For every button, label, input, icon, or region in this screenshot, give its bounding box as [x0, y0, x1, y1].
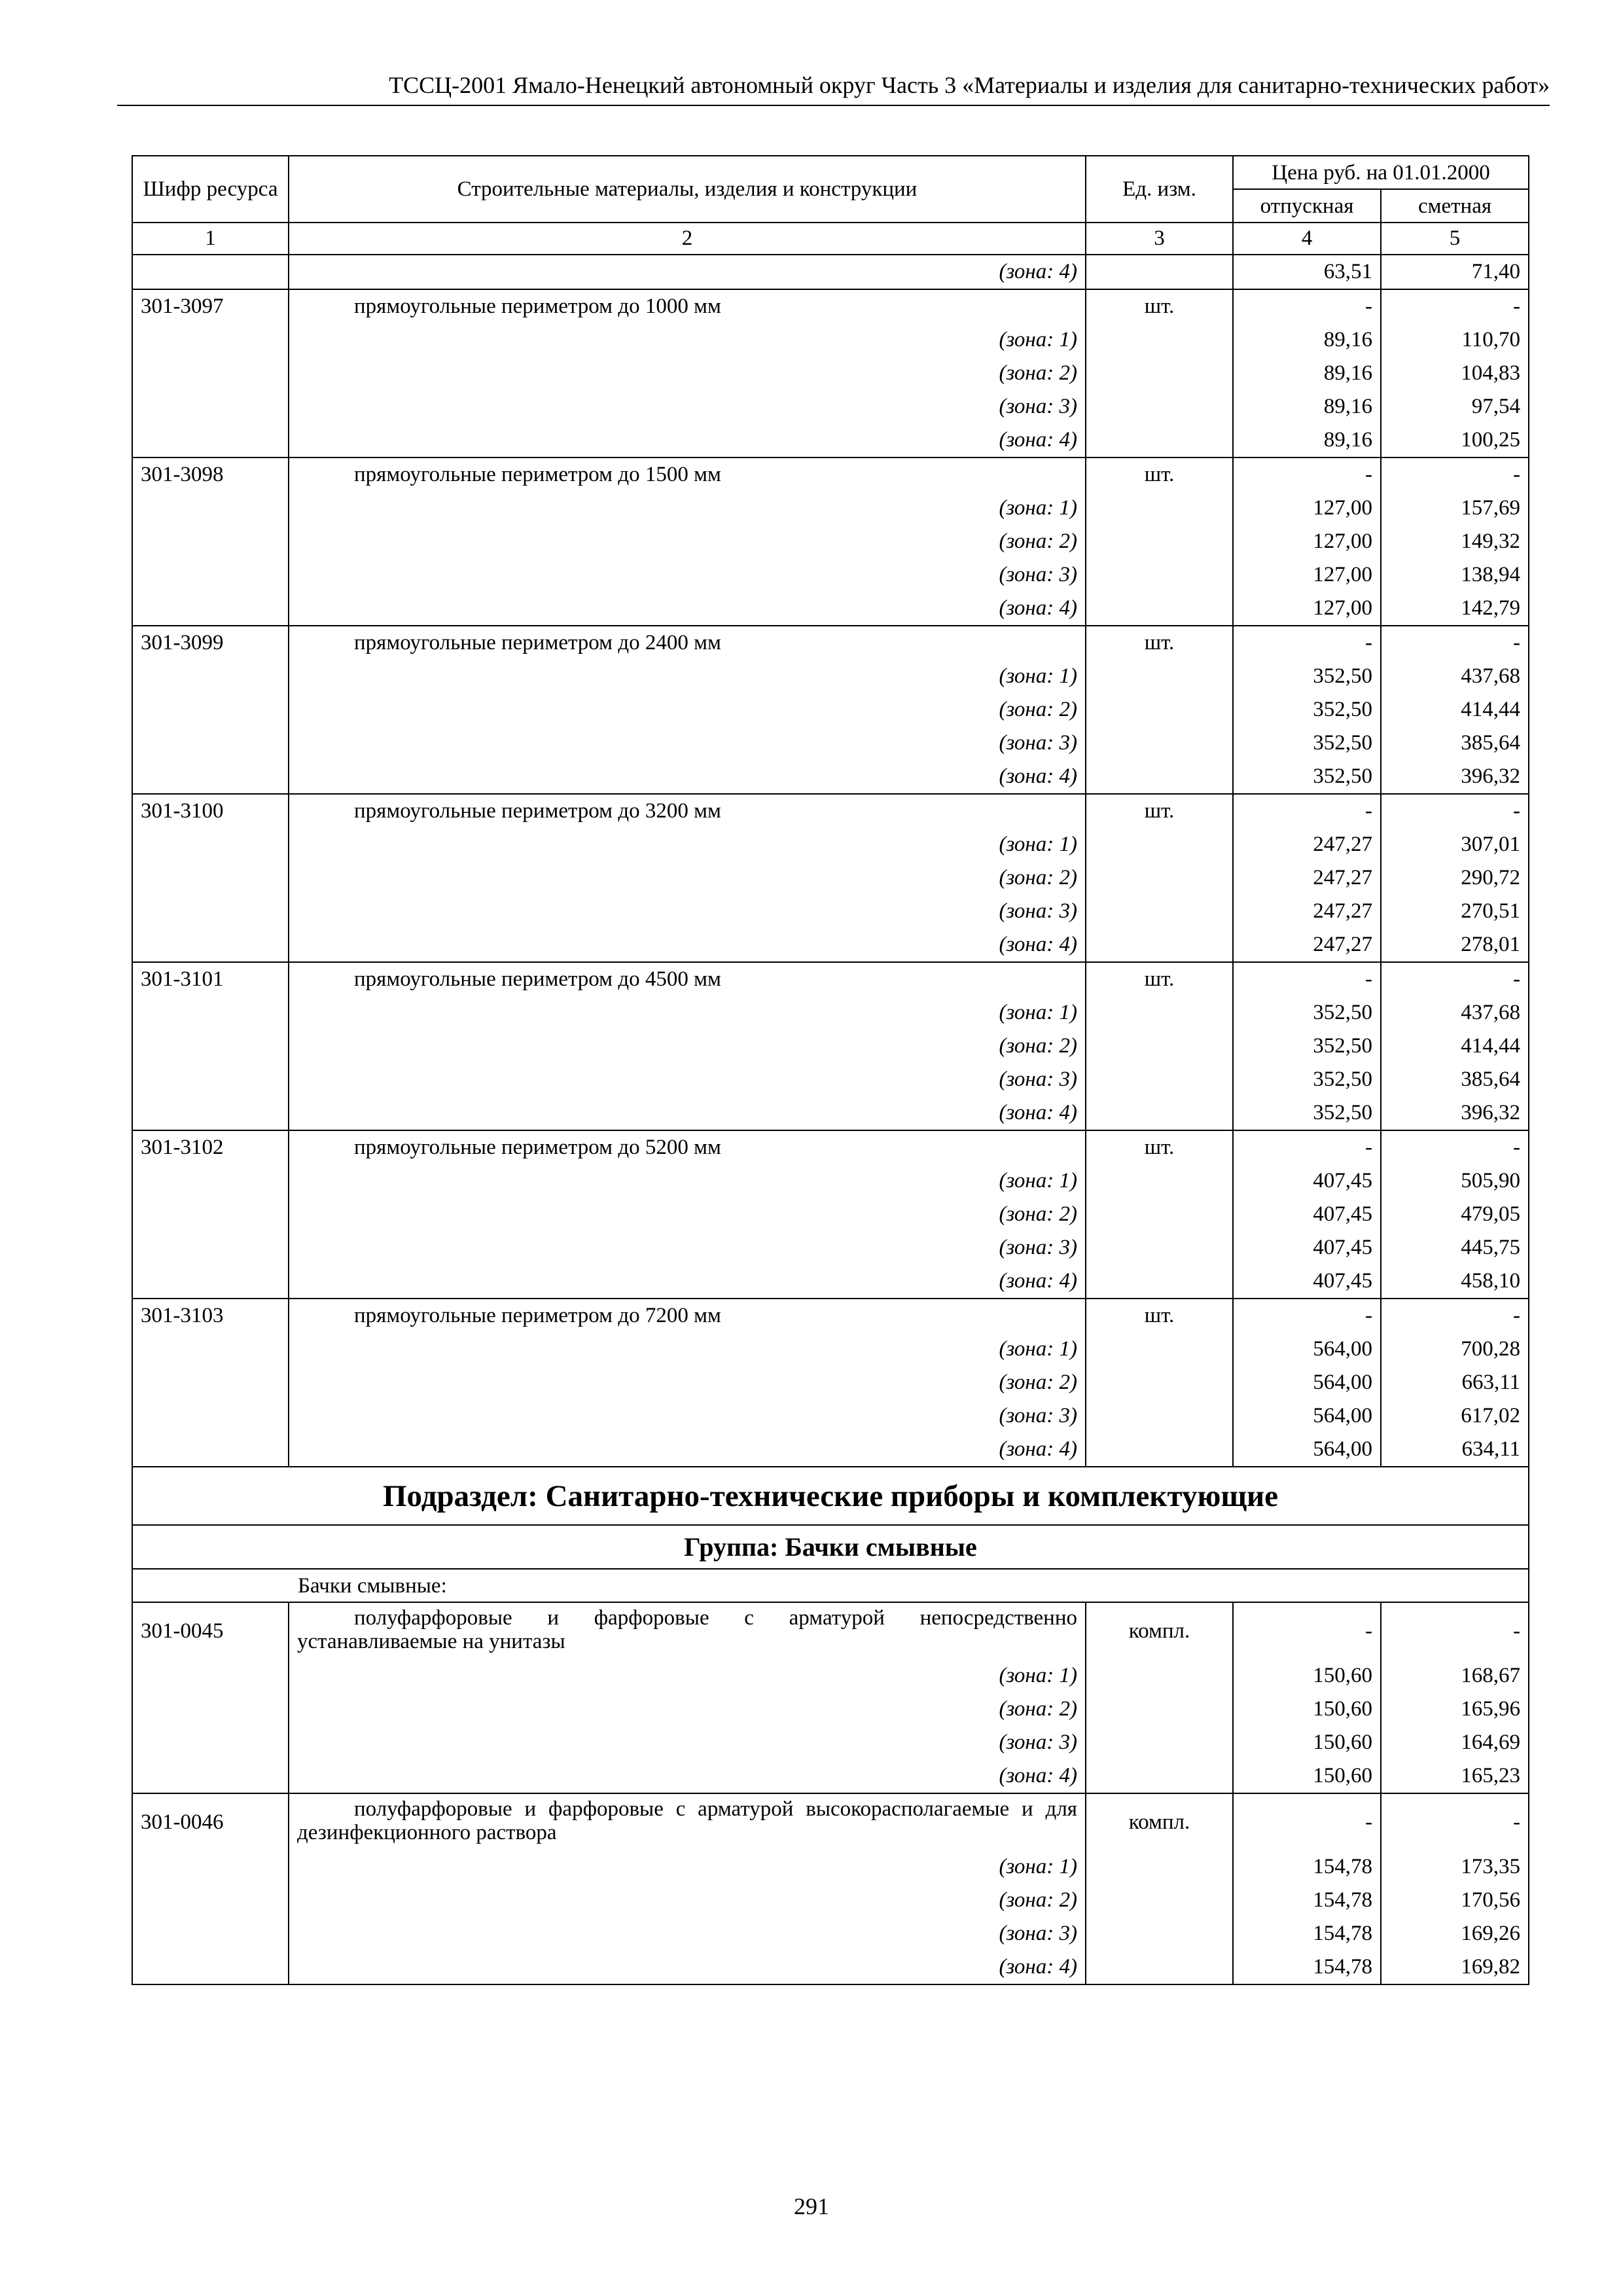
zone-label: (зона: 4): [289, 760, 1086, 794]
table-row: [132, 1299, 1529, 1333]
resource-code: 301-3099: [132, 626, 289, 660]
unit: шт.: [1086, 289, 1233, 323]
price-estimate: 414,44: [1381, 1030, 1529, 1063]
resource-code-empty: [132, 828, 289, 861]
price-release: 154,78: [1233, 1917, 1381, 1950]
price-estimate: 169,26: [1381, 1917, 1529, 1950]
price-estimate: 396,32: [1381, 1096, 1529, 1130]
table-row: [132, 1793, 1529, 1850]
price-estimate: 479,05: [1381, 1198, 1529, 1231]
zone-label: (зона: 1): [289, 1164, 1086, 1198]
price-release: 150,60: [1233, 1759, 1381, 1793]
zone-label: (зона: 3): [289, 1726, 1086, 1759]
unit-empty: [1086, 525, 1233, 558]
unit-empty: [1086, 323, 1233, 357]
table-row: [132, 794, 1529, 828]
resource-code-empty: [132, 1265, 289, 1299]
material-name: прямоугольные периметром до 1000 мм: [289, 289, 1086, 323]
resource-code-empty: [132, 760, 289, 794]
zone-row: [132, 1659, 1529, 1693]
zone-row: [132, 1030, 1529, 1063]
price-estimate: -: [1381, 1793, 1529, 1850]
zone-label: (зона: 1): [289, 660, 1086, 693]
price-release: 127,00: [1233, 492, 1381, 525]
resource-code-empty: [132, 390, 289, 423]
resource-code-empty: [132, 1399, 289, 1433]
price-release: -: [1233, 626, 1381, 660]
resource-code-empty: [132, 255, 289, 289]
price-estimate: 165,96: [1381, 1693, 1529, 1726]
price-estimate: 505,90: [1381, 1164, 1529, 1198]
resource-code: 301-3101: [132, 962, 289, 996]
resource-code-empty: [132, 1917, 289, 1950]
zone-label: (зона: 1): [289, 1333, 1086, 1366]
unit-empty: [1086, 760, 1233, 794]
zone-label: (зона: 3): [289, 390, 1086, 423]
zone-row: [132, 895, 1529, 928]
table-row: [132, 626, 1529, 660]
unit-empty: [1086, 861, 1233, 895]
material-name: прямоугольные периметром до 5200 мм: [289, 1130, 1086, 1164]
price-release: -: [1233, 1793, 1381, 1850]
zone-label: (зона: 3): [289, 1231, 1086, 1265]
resource-code-empty: [132, 996, 289, 1030]
resource-code-empty: [132, 592, 289, 626]
resource-code-empty: [132, 1030, 289, 1063]
zone-row: [132, 558, 1529, 592]
zone-row: [132, 1759, 1529, 1793]
price-release: -: [1233, 794, 1381, 828]
zone-label: (зона: 1): [289, 1659, 1086, 1693]
zone-label: (зона: 4): [289, 255, 1086, 289]
price-release: 154,78: [1233, 1950, 1381, 1984]
price-release: 150,60: [1233, 1726, 1381, 1759]
price-release: 154,78: [1233, 1884, 1381, 1917]
column-number: 5: [1381, 223, 1529, 255]
price-release: 564,00: [1233, 1399, 1381, 1433]
zone-label: (зона: 1): [289, 1850, 1086, 1884]
header-name: Строительные материалы, изделия и конструкции: [289, 156, 1086, 223]
resource-code: 301-3102: [132, 1130, 289, 1164]
zone-row: [132, 525, 1529, 558]
price-release: 89,16: [1233, 423, 1381, 457]
zone-row: [132, 693, 1529, 726]
price-release: 564,00: [1233, 1366, 1381, 1399]
zone-row: [132, 1950, 1529, 1984]
price-release: -: [1233, 1130, 1381, 1164]
resource-code-empty: [132, 492, 289, 525]
price-estimate: 634,11: [1381, 1433, 1529, 1467]
zone-label: (зона: 4): [289, 592, 1086, 626]
price-release: 89,16: [1233, 357, 1381, 390]
resource-code-empty: [132, 1333, 289, 1366]
unit-empty: [1086, 357, 1233, 390]
resource-code-empty: [132, 1659, 289, 1693]
resource-code-empty: [132, 895, 289, 928]
price-release: 154,78: [1233, 1850, 1381, 1884]
unit: шт.: [1086, 1130, 1233, 1164]
zone-row: [132, 1917, 1529, 1950]
unit-empty: [1086, 895, 1233, 928]
unit-empty: [1086, 828, 1233, 861]
group-row: [132, 1525, 1529, 1569]
price-release: 127,00: [1233, 592, 1381, 626]
price-estimate: 169,82: [1381, 1950, 1529, 1984]
unit-empty: [1086, 1231, 1233, 1265]
material-name: прямоугольные периметром до 1500 мм: [289, 457, 1086, 492]
price-estimate: -: [1381, 1130, 1529, 1164]
price-release: 89,16: [1233, 390, 1381, 423]
unit: шт.: [1086, 794, 1233, 828]
column-number: 2: [289, 223, 1086, 255]
price-release: 247,27: [1233, 895, 1381, 928]
column-number: 4: [1233, 223, 1381, 255]
unit-empty: [1086, 1265, 1233, 1299]
price-estimate: 414,44: [1381, 693, 1529, 726]
resource-code: 301-0045: [132, 1602, 289, 1659]
resource-code-empty: [132, 726, 289, 760]
unit-empty: [1086, 1884, 1233, 1917]
unit-empty: [1086, 423, 1233, 457]
unit-empty: [1086, 726, 1233, 760]
price-estimate: 437,68: [1381, 996, 1529, 1030]
resource-code-empty: [132, 1096, 289, 1130]
zone-row: [132, 1366, 1529, 1399]
resource-code-empty: [132, 1726, 289, 1759]
resource-code: 301-3100: [132, 794, 289, 828]
price-release: 127,00: [1233, 525, 1381, 558]
price-estimate: 170,56: [1381, 1884, 1529, 1917]
zone-row: [132, 1198, 1529, 1231]
resource-code-empty: [132, 1950, 289, 1984]
zone-label: (зона: 4): [289, 1759, 1086, 1793]
unit-empty: [1086, 1950, 1233, 1984]
unit-empty: [1086, 1433, 1233, 1467]
price-release: 127,00: [1233, 558, 1381, 592]
price-release: 352,50: [1233, 760, 1381, 794]
unit-empty: [1086, 1850, 1233, 1884]
resource-code-empty: [132, 1759, 289, 1793]
unit-empty: [1086, 1759, 1233, 1793]
unit: шт.: [1086, 1299, 1233, 1333]
price-table-body: [132, 255, 1529, 1984]
zone-label: (зона: 2): [289, 1884, 1086, 1917]
price-estimate: -: [1381, 1299, 1529, 1333]
zone-label: (зона: 3): [289, 1063, 1086, 1096]
price-estimate: 437,68: [1381, 660, 1529, 693]
material-name: полуфарфоровые и фарфоровые с арматурой высокорасполагаемые и для дезинфекционного раствора: [289, 1793, 1086, 1850]
zone-label: (зона: 2): [289, 861, 1086, 895]
zone-label: (зона: 1): [289, 323, 1086, 357]
resource-code: 301-0046: [132, 1793, 289, 1850]
price-estimate: 445,75: [1381, 1231, 1529, 1265]
zone-label: (зона: 2): [289, 357, 1086, 390]
price-release: 89,16: [1233, 323, 1381, 357]
price-estimate: -: [1381, 289, 1529, 323]
running-head: ТССЦ-2001 Ямало-Ненецкий автономный округ Часть 3 «Материалы и изделия для санитарно-технических работ»: [117, 71, 1550, 106]
zone-row: [132, 357, 1529, 390]
resource-code-empty: [132, 1433, 289, 1467]
price-release: -: [1233, 289, 1381, 323]
zone-row: [132, 1399, 1529, 1433]
unit-empty: [1086, 255, 1233, 289]
unit-empty: [1086, 1726, 1233, 1759]
price-release: 407,45: [1233, 1198, 1381, 1231]
price-estimate: 71,40: [1381, 255, 1529, 289]
zone-label: (зона: 2): [289, 1198, 1086, 1231]
unit: компл.: [1086, 1602, 1233, 1659]
unit-empty: [1086, 1333, 1233, 1366]
unit: шт.: [1086, 457, 1233, 492]
zone-label: (зона: 1): [289, 996, 1086, 1030]
price-release: 564,00: [1233, 1433, 1381, 1467]
zone-row: [132, 1063, 1529, 1096]
page-number: 291: [794, 2193, 829, 2219]
table-row: [132, 289, 1529, 323]
price-estimate: 385,64: [1381, 1063, 1529, 1096]
zone-label: (зона: 2): [289, 1366, 1086, 1399]
resource-code-empty: [132, 1164, 289, 1198]
price-estimate: -: [1381, 962, 1529, 996]
price-release: -: [1233, 1602, 1381, 1659]
material-name: прямоугольные периметром до 7200 мм: [289, 1299, 1086, 1333]
unit: шт.: [1086, 962, 1233, 996]
price-estimate: 270,51: [1381, 895, 1529, 928]
header-unit: Ед. изм.: [1086, 156, 1233, 223]
price-estimate: -: [1381, 794, 1529, 828]
resource-code-empty: [132, 423, 289, 457]
zone-row: [132, 1693, 1529, 1726]
unit-empty: [1086, 592, 1233, 626]
resource-code-empty: [132, 1366, 289, 1399]
price-release: 352,50: [1233, 1096, 1381, 1130]
zone-label: (зона: 3): [289, 1399, 1086, 1433]
price-estimate: 157,69: [1381, 492, 1529, 525]
header-code: Шифр ресурса: [132, 156, 289, 223]
material-name: полуфарфоровые и фарфоровые с арматурой непосредственно устанавливаемые на унитазы: [289, 1602, 1086, 1659]
zone-row: [132, 1265, 1529, 1299]
price-table: [132, 155, 1529, 1985]
zone-label: (зона: 1): [289, 492, 1086, 525]
zone-label: (зона: 4): [289, 1265, 1086, 1299]
resource-code-empty: [132, 323, 289, 357]
price-release: 352,50: [1233, 693, 1381, 726]
price-estimate: 700,28: [1381, 1333, 1529, 1366]
zone-label: (зона: 2): [289, 525, 1086, 558]
price-release: 407,45: [1233, 1164, 1381, 1198]
header-price: Цена руб. на 01.01.2000: [1233, 156, 1529, 189]
zone-label: (зона: 3): [289, 895, 1086, 928]
resource-code: 301-3098: [132, 457, 289, 492]
price-estimate: -: [1381, 626, 1529, 660]
zone-label: (зона: 4): [289, 1096, 1086, 1130]
price-estimate: 164,69: [1381, 1726, 1529, 1759]
price-estimate: 142,79: [1381, 592, 1529, 626]
price-estimate: 278,01: [1381, 928, 1529, 962]
unit-empty: [1086, 1096, 1233, 1130]
zone-label: (зона: 4): [289, 1433, 1086, 1467]
price-estimate: 663,11: [1381, 1366, 1529, 1399]
unit-empty: [1086, 1693, 1233, 1726]
resource-code-empty: [132, 1063, 289, 1096]
zone-label: (зона: 4): [289, 423, 1086, 457]
unit-empty: [1086, 928, 1233, 962]
resource-code: 301-3097: [132, 289, 289, 323]
resource-code-empty: [132, 1850, 289, 1884]
unit-empty: [1086, 1366, 1233, 1399]
unit-empty: [1086, 1198, 1233, 1231]
unit-empty: [1086, 996, 1233, 1030]
price-release: 352,50: [1233, 1063, 1381, 1096]
price-estimate: -: [1381, 1602, 1529, 1659]
zone-row: [132, 1333, 1529, 1366]
price-release: 247,27: [1233, 828, 1381, 861]
section-heading: Подраздел: Санитарно-технические приборы и комплектующие: [132, 1467, 1529, 1525]
price-release: -: [1233, 457, 1381, 492]
resource-code-empty: [132, 693, 289, 726]
resource-code-empty: [132, 1693, 289, 1726]
section-row: [132, 1467, 1529, 1525]
price-release: -: [1233, 1299, 1381, 1333]
price-release: 247,27: [1233, 861, 1381, 895]
resource-code-empty: [132, 525, 289, 558]
price-release: 150,60: [1233, 1693, 1381, 1726]
header-price-release: отпускная: [1233, 189, 1381, 223]
zone-row: [132, 726, 1529, 760]
zone-row: [132, 760, 1529, 794]
zone-row: [132, 828, 1529, 861]
zone-row: [132, 996, 1529, 1030]
unit-empty: [1086, 492, 1233, 525]
price-estimate: 290,72: [1381, 861, 1529, 895]
table-row: [132, 457, 1529, 492]
price-estimate: 396,32: [1381, 760, 1529, 794]
resource-code: 301-3103: [132, 1299, 289, 1333]
resource-code-empty: [132, 1198, 289, 1231]
material-name: прямоугольные периметром до 4500 мм: [289, 962, 1086, 996]
price-release: 247,27: [1233, 928, 1381, 962]
zone-label: (зона: 1): [289, 828, 1086, 861]
resource-code-empty: [132, 928, 289, 962]
unit-empty: [1086, 1063, 1233, 1096]
unit-empty: [1086, 1659, 1233, 1693]
price-release: 352,50: [1233, 660, 1381, 693]
price-estimate: 100,25: [1381, 423, 1529, 457]
unit-empty: [1086, 1164, 1233, 1198]
price-release: -: [1233, 962, 1381, 996]
zone-row: [132, 323, 1529, 357]
column-number: 1: [132, 223, 289, 255]
zone-row: [132, 1164, 1529, 1198]
zone-label: (зона: 2): [289, 693, 1086, 726]
zone-row: [132, 592, 1529, 626]
price-estimate: 385,64: [1381, 726, 1529, 760]
zone-label: (зона: 3): [289, 558, 1086, 592]
price-release: 352,50: [1233, 1030, 1381, 1063]
table-row: [132, 962, 1529, 996]
price-estimate: 458,10: [1381, 1265, 1529, 1299]
zone-row: [132, 255, 1529, 289]
zone-label: (зона: 2): [289, 1693, 1086, 1726]
price-release: 407,45: [1233, 1231, 1381, 1265]
price-estimate: 149,32: [1381, 525, 1529, 558]
column-number: 3: [1086, 223, 1233, 255]
unit-empty: [1086, 1030, 1233, 1063]
price-release: 352,50: [1233, 996, 1381, 1030]
price-estimate: 307,01: [1381, 828, 1529, 861]
unit: компл.: [1086, 1793, 1233, 1850]
price-estimate: 110,70: [1381, 323, 1529, 357]
zone-row: [132, 1850, 1529, 1884]
zone-row: [132, 1884, 1529, 1917]
table-row: [132, 1130, 1529, 1164]
price-estimate: 617,02: [1381, 1399, 1529, 1433]
unit-empty: [1086, 1917, 1233, 1950]
price-estimate: 97,54: [1381, 390, 1529, 423]
header-price-estimate: сметная: [1381, 189, 1529, 223]
group-heading: Группа: Бачки смывные: [132, 1525, 1529, 1569]
zone-label: (зона: 2): [289, 1030, 1086, 1063]
price-estimate: 104,83: [1381, 357, 1529, 390]
price-estimate: 173,35: [1381, 1850, 1529, 1884]
label-heading: Бачки смывные:: [132, 1569, 1529, 1602]
unit: шт.: [1086, 626, 1233, 660]
resource-code-empty: [132, 861, 289, 895]
zone-label: (зона: 4): [289, 928, 1086, 962]
unit-empty: [1086, 390, 1233, 423]
price-release: 63,51: [1233, 255, 1381, 289]
zone-row: [132, 928, 1529, 962]
price-release: 150,60: [1233, 1659, 1381, 1693]
price-estimate: 138,94: [1381, 558, 1529, 592]
price-release: 352,50: [1233, 726, 1381, 760]
material-name: прямоугольные периметром до 2400 мм: [289, 626, 1086, 660]
price-estimate: 168,67: [1381, 1659, 1529, 1693]
resource-code-empty: [132, 357, 289, 390]
zone-row: [132, 660, 1529, 693]
resource-code-empty: [132, 558, 289, 592]
zone-row: [132, 1231, 1529, 1265]
zone-row: [132, 1726, 1529, 1759]
zone-row: [132, 390, 1529, 423]
zone-row: [132, 492, 1529, 525]
zone-label: (зона: 3): [289, 1917, 1086, 1950]
resource-code-empty: [132, 1884, 289, 1917]
unit-empty: [1086, 660, 1233, 693]
zone-row: [132, 423, 1529, 457]
zone-label: (зона: 3): [289, 726, 1086, 760]
label-row: [132, 1569, 1529, 1602]
price-estimate: -: [1381, 457, 1529, 492]
resource-code-empty: [132, 1231, 289, 1265]
unit-empty: [1086, 693, 1233, 726]
price-estimate: 165,23: [1381, 1759, 1529, 1793]
zone-row: [132, 1433, 1529, 1467]
zone-label: (зона: 4): [289, 1950, 1086, 1984]
zone-row: [132, 861, 1529, 895]
price-release: 564,00: [1233, 1333, 1381, 1366]
price-release: 407,45: [1233, 1265, 1381, 1299]
unit-empty: [1086, 1399, 1233, 1433]
resource-code-empty: [132, 660, 289, 693]
unit-empty: [1086, 558, 1233, 592]
material-name: прямоугольные периметром до 3200 мм: [289, 794, 1086, 828]
table-row: [132, 1602, 1529, 1659]
zone-row: [132, 1096, 1529, 1130]
